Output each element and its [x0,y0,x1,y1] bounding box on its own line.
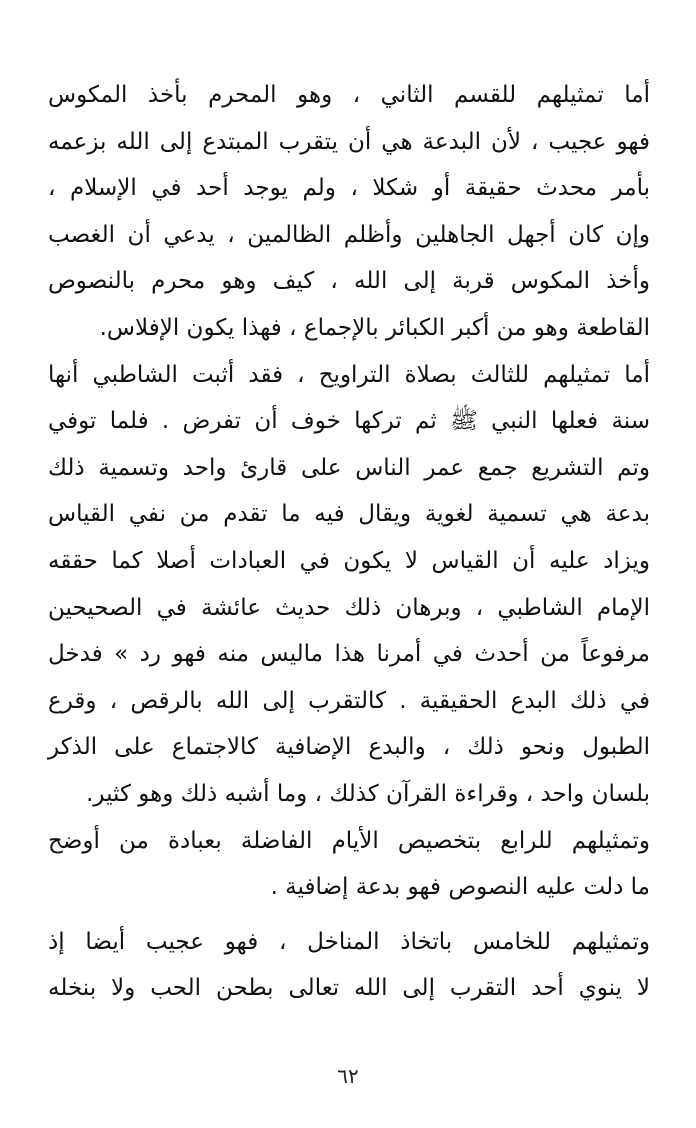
text-line: فهو عجيب ، لأن البدعة هي أن يتقرب المبتدع إلى الله بزعمه [48,128,650,155]
text-line: ويزاد عليه أن القياس لا يكون في العبادات أصلا كما حققه [48,547,650,574]
page-number: ٦٢ [337,1064,359,1088]
text-line: في ذلك البدع الحقيقية . كالتقرب إلى الله بالرقص ، وقرع [48,687,650,714]
text-line: بلسان واحد ، وقراءة القرآن كذلك ، وما أشبه ذلك وهو كثير. [86,780,650,807]
text-line: مرفوعاً من أحدث في أمرنا هذا ماليس منه فهو رد » فدخل [48,641,650,668]
text-line: ما دلت عليه النصوص فهو بدعة إضافية . [270,874,650,901]
body-text [48,72,650,1012]
text-line: أما تمثيلهم للقسم الثاني ، وهو المحرم بأخذ المكوس [48,82,650,108]
text-line: وأخذ المكوس قربة إلى الله ، كيف وهو محرم بالنصوص [48,268,650,295]
text-line: القاطعة وهو من أكبر الكبائر بالإجماع ، فهذا يكون الإفلاس. [99,314,650,341]
text-line: سنة فعلها النبي ﷺ ثم تركها خوف أن تفرض . فلما توفي [48,408,650,435]
text-line: بدعة هي تسمية لغوية ويقال فيه ما تقدم من نفي القياس [48,501,650,528]
text-line: أما تمثيلهم للثالث بصلاة التراويح ، فقد أثبت الشاطبي أنها [48,361,650,388]
text-line: الطبول ونحو ذلك ، والبدع الإضافية كالاجتماع على الذكر [48,734,650,761]
text-line: بأمر محدث حقيقة أو شكلا ، ولم يوجد أحد في الإسلام ، [48,175,650,202]
text-line: الإمام الشاطبي ، وبرهان ذلك حديث عائشة في الصحيحين [48,594,650,621]
text-line: وتمثيلهم للرابع بتخصيص الأيام الفاضلة بعبادة من أوضح [48,827,650,854]
text-line: لا ينوي أحد التقرب إلى الله تعالى بطحن الحب ولا بنخله [48,975,650,1002]
text-line: وتمثيلهم للخامس باتخاذ المناخل ، فهو عجيب أيضا إذ [48,928,650,955]
text-line: وتم التشريع جمع عمر الناس على قارئ واحد وتسمية ذلك [48,454,650,481]
text-line: وإن كان أجهل الجاهلين وأظلم الظالمين ، يدعي أن الغصب [48,221,650,248]
